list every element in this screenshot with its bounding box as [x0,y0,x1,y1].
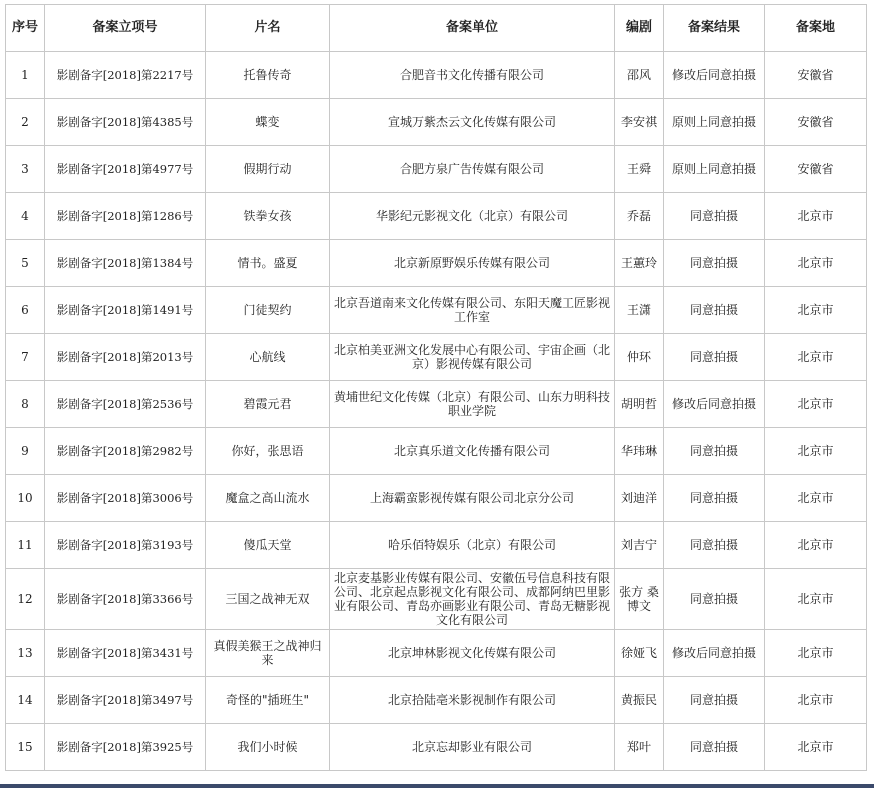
cell-result: 原则上同意拍摄 [664,99,765,146]
cell-registration-number: 影剧备字[2018]第1491号 [45,287,206,334]
cell-title: 情书。盛夏 [206,240,330,287]
cell-result: 同意拍摄 [664,428,765,475]
cell-result: 同意拍摄 [664,334,765,381]
cell-company: 北京坤林影视文化传媒有限公司 [330,630,615,677]
cell-result: 修改后同意拍摄 [664,52,765,99]
table-row [6,522,867,569]
table-row [6,381,867,428]
cell-title: 假期行动 [206,146,330,193]
cell-region: 北京市 [765,677,867,724]
cell-registration-number: 影剧备字[2018]第3006号 [45,475,206,522]
cell-index: 8 [6,381,45,428]
cell-index: 15 [6,724,45,771]
cell-company: 合肥方泉广告传媒有限公司 [330,146,615,193]
cell-company: 黄埔世纪文化传媒（北京）有限公司、山东力明科技职业学院 [330,381,615,428]
cell-company: 上海霸蛮影视传媒有限公司北京分公司 [330,475,615,522]
cell-writer: 张方 桑博文 [615,569,664,630]
cell-title: 门徒契约 [206,287,330,334]
cell-company: 北京新原野娱乐传媒有限公司 [330,240,615,287]
table-row [6,193,867,240]
cell-region: 安徽省 [765,99,867,146]
table-row [6,99,867,146]
table-row [6,146,867,193]
header-index: 序号 [6,5,45,52]
cell-company: 北京真乐道文化传播有限公司 [330,428,615,475]
cell-title: 奇怪的"插班生" [206,677,330,724]
cell-title: 傻瓜天堂 [206,522,330,569]
table-body [6,52,867,771]
cell-registration-number: 影剧备字[2018]第2013号 [45,334,206,381]
cell-index: 4 [6,193,45,240]
cell-writer: 乔磊 [615,193,664,240]
cell-registration-number: 影剧备字[2018]第1286号 [45,193,206,240]
cell-registration-number: 影剧备字[2018]第3193号 [45,522,206,569]
cell-writer: 刘迪洋 [615,475,664,522]
cell-region: 北京市 [765,522,867,569]
cell-title: 三国之战神无双 [206,569,330,630]
table-row [6,240,867,287]
cell-result: 同意拍摄 [664,193,765,240]
header-region: 备案地 [765,5,867,52]
cell-writer: 邵风 [615,52,664,99]
cell-index: 11 [6,522,45,569]
cell-registration-number: 影剧备字[2018]第4385号 [45,99,206,146]
cell-region: 安徽省 [765,52,867,99]
cell-company: 北京忘却影业有限公司 [330,724,615,771]
cell-title: 蝶变 [206,99,330,146]
cell-writer: 华玮琳 [615,428,664,475]
cell-title: 碧霞元君 [206,381,330,428]
cell-result: 原则上同意拍摄 [664,146,765,193]
cell-registration-number: 影剧备字[2018]第3497号 [45,677,206,724]
cell-company: 华影纪元影视文化（北京）有限公司 [330,193,615,240]
cell-region: 北京市 [765,724,867,771]
cell-result: 同意拍摄 [664,569,765,630]
cell-writer: 王舜 [615,146,664,193]
cell-title: 我们小时候 [206,724,330,771]
cell-registration-number: 影剧备字[2018]第3366号 [45,569,206,630]
cell-index: 10 [6,475,45,522]
cell-title: 真假美猴王之战神归来 [206,630,330,677]
cell-writer: 李安祺 [615,99,664,146]
cell-title: 铁拳女孩 [206,193,330,240]
cell-index: 5 [6,240,45,287]
cell-registration-number: 影剧备字[2018]第2217号 [45,52,206,99]
cell-registration-number: 影剧备字[2018]第3431号 [45,630,206,677]
cell-index: 14 [6,677,45,724]
cell-company: 北京麦基影业传媒有限公司、安徽伍号信息科技有限公司、北京起点影视文化有限公司、成都阿纳巴里影业有限公司、青岛亦画影业有限公司、青岛无糖影视文化有限公司 [330,569,615,630]
cell-title: 托鲁传奇 [206,52,330,99]
table-header [6,5,867,52]
cell-result: 同意拍摄 [664,475,765,522]
cell-index: 7 [6,334,45,381]
cell-region: 安徽省 [765,146,867,193]
cell-result: 同意拍摄 [664,677,765,724]
cell-writer: 王蕙玲 [615,240,664,287]
cell-registration-number: 影剧备字[2018]第4977号 [45,146,206,193]
cell-region: 北京市 [765,381,867,428]
header-row [6,5,867,52]
table-row [6,428,867,475]
records-table [5,4,867,771]
cell-region: 北京市 [765,428,867,475]
header-company: 备案单位 [330,5,615,52]
table-row [6,569,867,630]
cell-writer: 王潇 [615,287,664,334]
cell-result: 修改后同意拍摄 [664,381,765,428]
table-row [6,475,867,522]
cell-region: 北京市 [765,630,867,677]
cell-region: 北京市 [765,475,867,522]
cell-result: 同意拍摄 [664,240,765,287]
cell-result: 同意拍摄 [664,287,765,334]
cell-index: 13 [6,630,45,677]
table-row [6,630,867,677]
header-title: 片名 [206,5,330,52]
cell-index: 9 [6,428,45,475]
cell-region: 北京市 [765,287,867,334]
table-row [6,287,867,334]
cell-company: 宣城万紫杰云文化传媒有限公司 [330,99,615,146]
bottom-divider [0,784,874,788]
cell-writer: 刘吉宁 [615,522,664,569]
cell-title: 你好，张思语 [206,428,330,475]
cell-result: 修改后同意拍摄 [664,630,765,677]
table-row [6,724,867,771]
table-row [6,52,867,99]
cell-company: 北京吾道南来文化传媒有限公司、东阳天魔工匠影视工作室 [330,287,615,334]
cell-region: 北京市 [765,240,867,287]
cell-company: 合肥音书文化传播有限公司 [330,52,615,99]
header-result: 备案结果 [664,5,765,52]
cell-writer: 胡明哲 [615,381,664,428]
cell-writer: 黄振民 [615,677,664,724]
cell-result: 同意拍摄 [664,724,765,771]
cell-title: 心航线 [206,334,330,381]
cell-registration-number: 影剧备字[2018]第3925号 [45,724,206,771]
table-row [6,677,867,724]
cell-index: 3 [6,146,45,193]
cell-result: 同意拍摄 [664,522,765,569]
cell-registration-number: 影剧备字[2018]第2982号 [45,428,206,475]
cell-company: 北京柏美亚洲文化发展中心有限公司、宇宙企画（北京）影视传媒有限公司 [330,334,615,381]
cell-index: 2 [6,99,45,146]
header-writer: 编剧 [615,5,664,52]
cell-index: 12 [6,569,45,630]
cell-registration-number: 影剧备字[2018]第1384号 [45,240,206,287]
table-row [6,334,867,381]
cell-company: 北京拾陆亳米影视制作有限公司 [330,677,615,724]
cell-registration-number: 影剧备字[2018]第2536号 [45,381,206,428]
cell-region: 北京市 [765,193,867,240]
cell-company: 哈乐佰特娱乐（北京）有限公司 [330,522,615,569]
cell-region: 北京市 [765,334,867,381]
cell-writer: 郑叶 [615,724,664,771]
header-registration-number: 备案立项号 [45,5,206,52]
cell-writer: 仲环 [615,334,664,381]
cell-writer: 徐娅飞 [615,630,664,677]
cell-title: 魔盒之高山流水 [206,475,330,522]
cell-region: 北京市 [765,569,867,630]
cell-index: 6 [6,287,45,334]
cell-index: 1 [6,52,45,99]
